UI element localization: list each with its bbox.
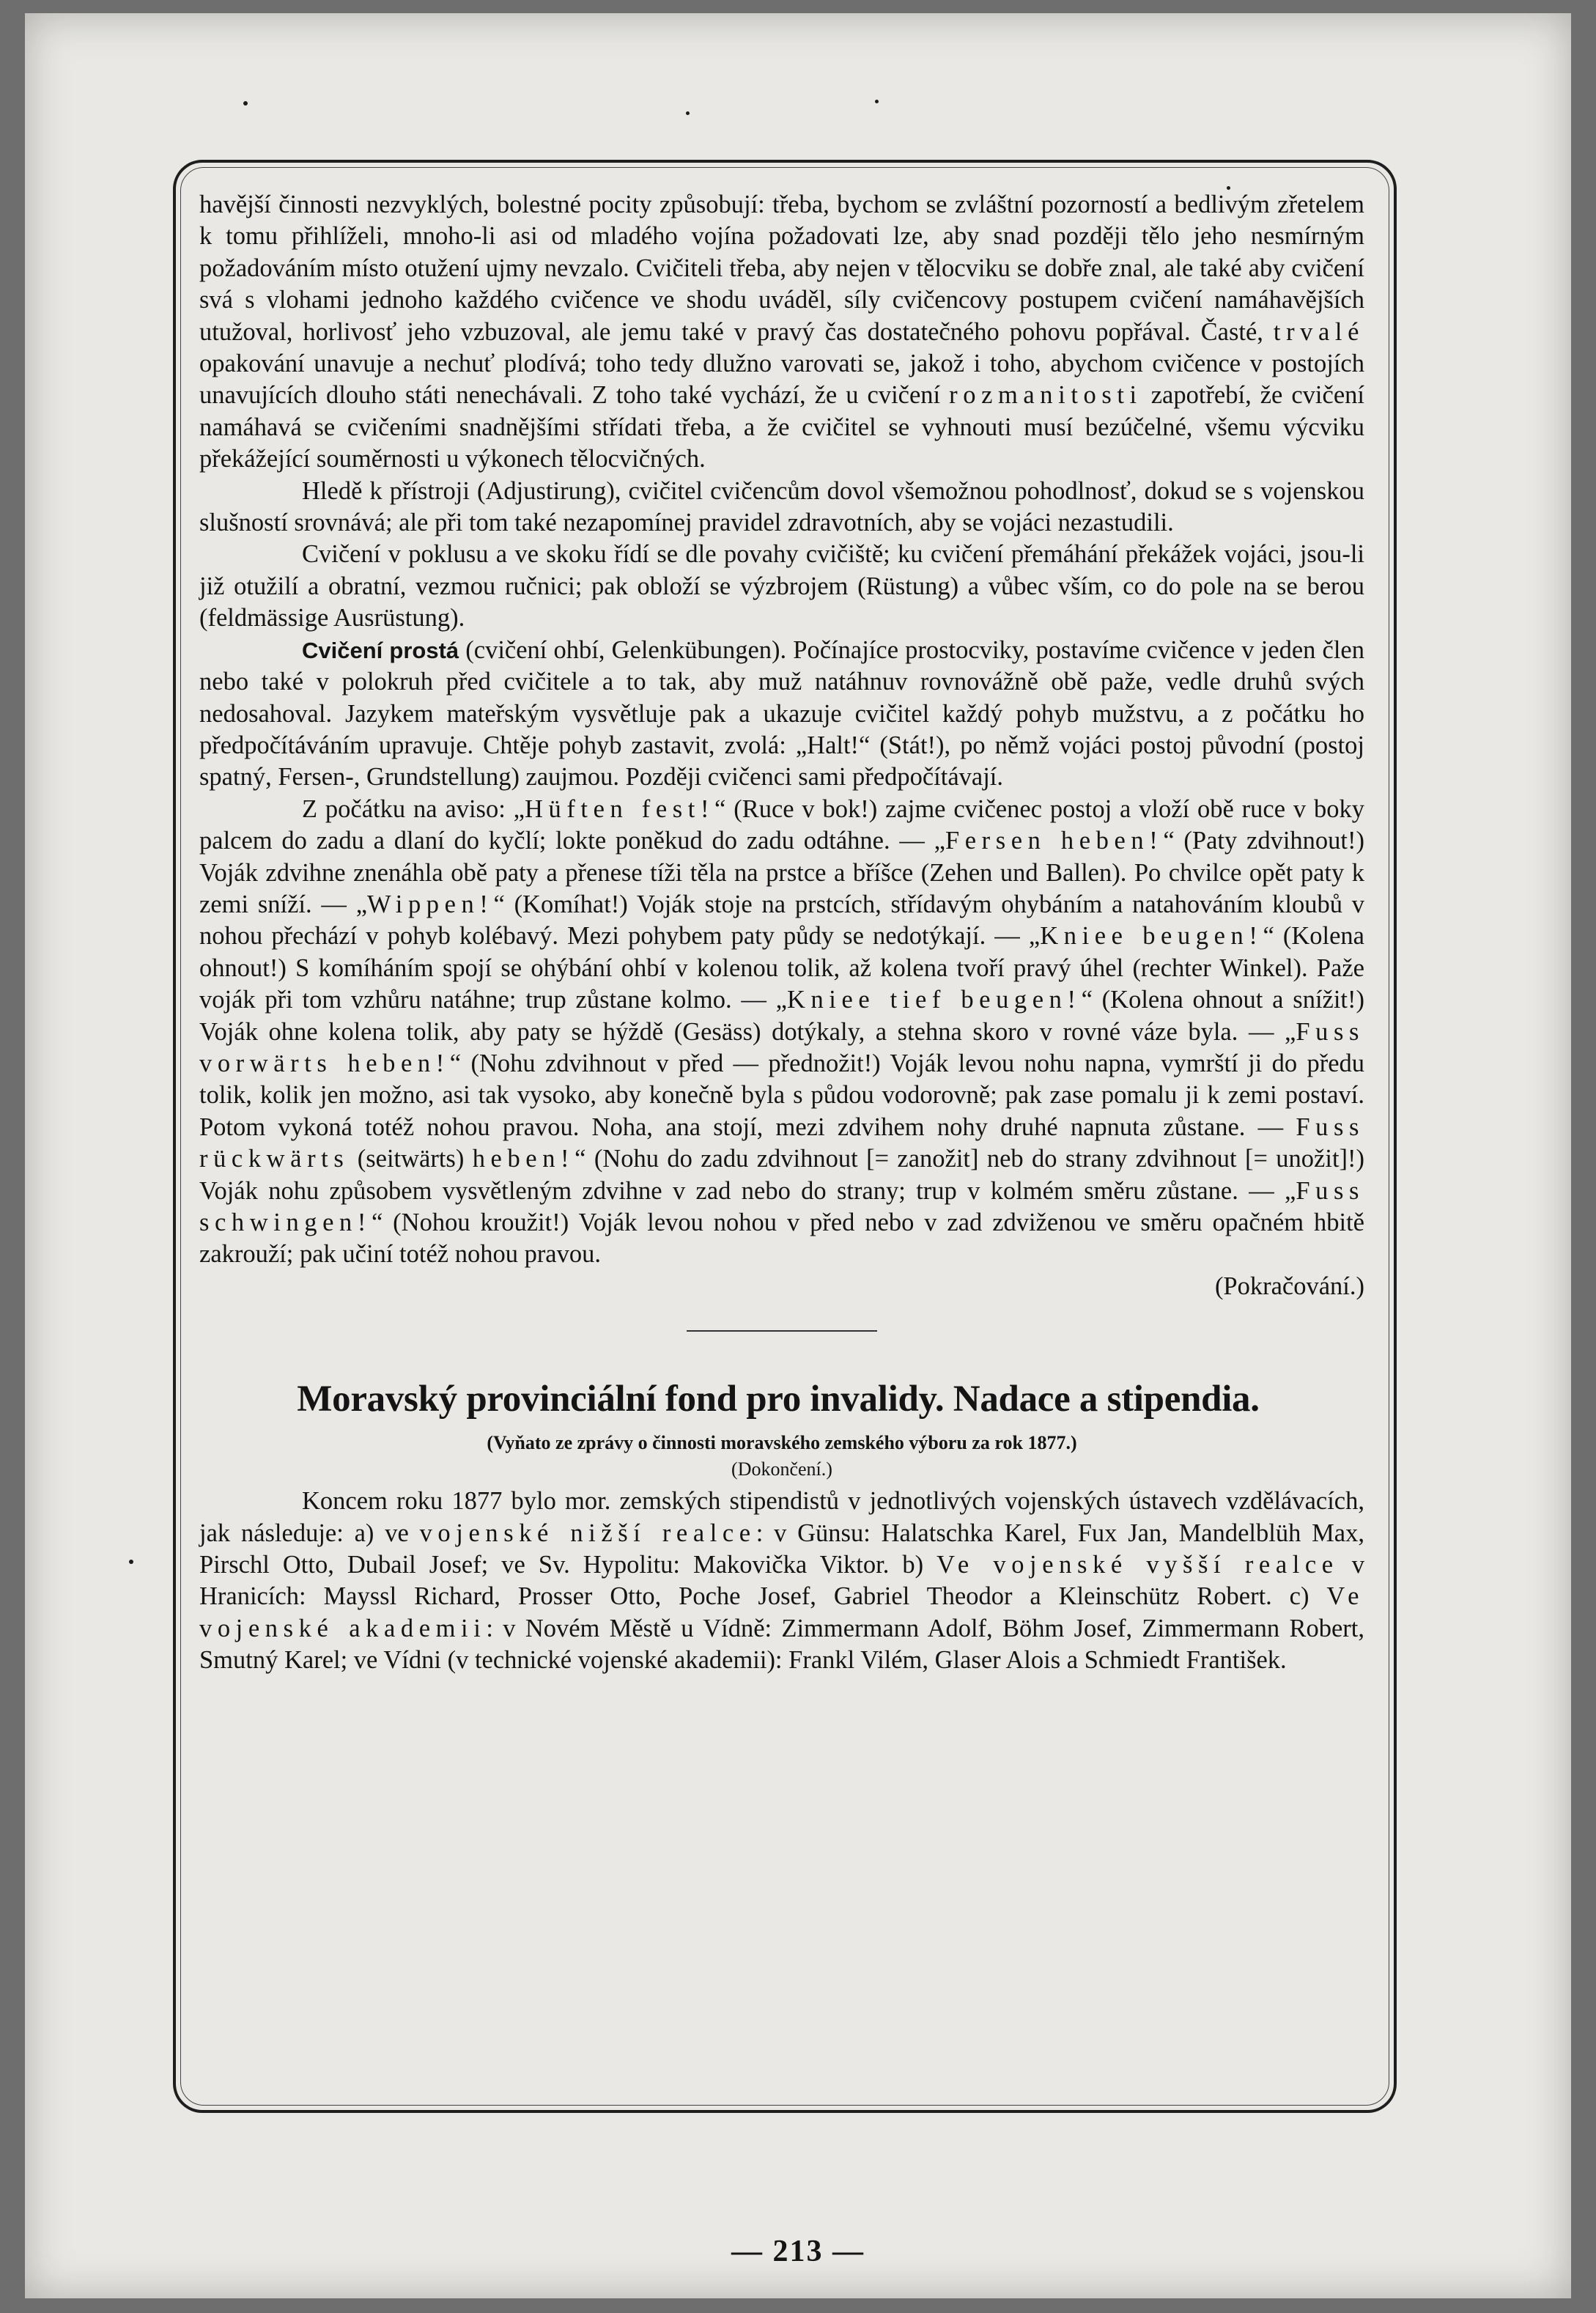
text-run: Z počátku na aviso: „	[302, 794, 525, 823]
text-paragraph	[199, 189, 1364, 476]
article-status-note: (Dokončení.)	[731, 1458, 832, 1480]
spaced-term: heben!	[472, 1145, 575, 1173]
spaced-term: rozmanitosti	[949, 381, 1142, 410]
text-run: (cvičení ohbí, Gelenkübungen). Počínajíce prostocviky, postavíme cvičence v jeden člen nebo také v polokruh před cvičitele a to tak, aby muž natáhnuv rovnovážně obě paže, vedle druhů svých nedosahoval. Jazykem mateřským vysvětluje pak a ukazuje cvičitel každý pohyb mužstvu, a z počátku ho předpočítáváním upravuje. Chtěje pohyb zastavit, zvolá: „Halt!“ (Stát!), po němž vojáci postoj původní (postoj spatný, Fersen-, Grundstellung) zaujmou. Později cvičenci sami předpočítávají.	[199, 635, 1364, 792]
text-run: : v Günsu: Halatschka Karel, Fux Jan, Mandelblüh Max, Pirschl Otto, Dubail Josef; ve Sv. Hypolitu: Makovička Viktor. b)	[199, 1519, 1364, 1579]
text-run: (seitwärts)	[349, 1145, 473, 1173]
article-exercise-instructions	[199, 189, 1364, 1271]
text-run: opakování unavuje a nechuť plodívá; toho tedy dlužno varovati se, jakož i toho, abychom cvičence v postojích unavujících dlouho státi nenechávali. Z toho také vychází, že u cvičení	[199, 350, 1364, 410]
article-stipendia	[199, 1486, 1364, 1676]
spaced-term: Hüften fest!	[524, 794, 715, 823]
continuation-note: (Pokračování.)	[1214, 1272, 1364, 1300]
ink-speck	[875, 100, 879, 103]
text-run: zapotřebí, že cvičení namáhavá se cvičeními snadnějšími střídati třeba, a že cvičitel se vyhnouti musí bezúčelné, všemu výcviku překážející souměrnosti u výkonech tělocvičných.	[199, 381, 1364, 473]
article-source-note: (Vyňato ze zprávy o činnosti moravského zemského výboru za rok 1877.)	[487, 1432, 1077, 1454]
page-content	[199, 189, 1364, 1677]
text-paragraph	[199, 476, 1364, 539]
text-run: “ (Nohu do zadu zdvihnout [= zanožit] neb do strany zdvihnout [= unožit]!) Voják nohu způsobem vysvětleným zdvihne v zad nebo do strany; trup v kolmém směru zůstane. — „	[199, 1145, 1364, 1205]
spaced-term: trvalé	[1273, 317, 1364, 346]
text-run: “ (Paty zdvihnout!) Voják zdvihne znenáhla obě paty a přenese tíži těla na prstce a bříšce (Zehen und Ballen). Po chvilce opět paty k zemi sníží. — „	[199, 827, 1364, 918]
text-run: Koncem roku 1877 bylo mor. zemských stipendistů v jednotlivých vojenských ústavech vzdělávacích, jak následuje: a) ve	[199, 1487, 1364, 1547]
spaced-term: Fuss schwingen!	[199, 1176, 1364, 1236]
text-run: “ (Kolena ohnout a snížit!) Voják ohne kolena tolik, aby paty se hýždě (Gesäss) dotýkaly, a stehna skoro v rovné váze byla. — „	[199, 986, 1364, 1046]
spaced-term: Wippen!	[367, 890, 494, 918]
spaced-term: Fuss vorwärts heben!	[199, 1017, 1364, 1077]
text-run: Cvičení v poklusu a ve skoku řídí se dle povahy cvičiště; ku cvičení přemáhání překážek vojáci, jsou-li již otužilí a obratní, vezmou ručnici; pak obloží se výzbrojem (Rüstung) a vůbec vším, co do pole na se berou (feldmässige Ausrüstung).	[199, 540, 1364, 632]
text-run: “ (Ruce v bok!) zajme cvičenec postoj a vloží obě ruce v boky palcem do zadu a dlaní do kyčlí; lokte poněkud do zadu odtáhne. — „	[199, 794, 1364, 855]
text-run: “ (Kolena ohnout!) S komíháním spojí se ohýbání ohbí v kolenou tolik, až kolena tvoří pravý úhel (rechter Winkel). Paže voják při tom vzhůru natáhne; trup zůstane kolmo. — „	[199, 922, 1364, 1014]
text-run: “ (Komíhat!) Voják stoje na prstcích, střídavým ohybáním a natahováním kloubů v nohou přechází v pohyb kolébavý. Mezi pohybem paty půdy se nedotýkají. — „	[199, 890, 1364, 951]
spaced-term: Fersen heben!	[945, 827, 1164, 855]
spaced-term: Ve vojenské vyšší realce	[936, 1551, 1339, 1579]
text-paragraph	[199, 635, 1364, 794]
ink-speck	[686, 111, 690, 115]
spaced-term: Kniee beugen!	[1040, 922, 1263, 951]
text-run: “ (Nohou kroužit!) Voják levou nohou v před nebo v zad zdviženou ve směru opačném hbitě zakrouží; pak učiní totéž nohou pravou.	[199, 1209, 1364, 1269]
page-number: — 213 —	[731, 2235, 865, 2268]
text-paragraph	[199, 1486, 1364, 1676]
spaced-term: Ve vojenské akademii	[199, 1582, 1364, 1642]
ink-speck	[129, 1560, 133, 1564]
spaced-term: vojenské nižší realce	[419, 1519, 756, 1547]
continuation-line	[199, 1271, 1364, 1302]
text-run: : v Novém Městě u Vídně: Zimmermann Adolf, Böhm Josef, Zimmermann Robert, Smutný Karel; ve Vídni (v technické vojenské akademii): Frankl Vilém, Glaser Alois a Schmiedt František.	[199, 1614, 1364, 1675]
text-run: “ (Nohu zdvihnout v před — přednožit!) Voják levou nohu napna, vymrští ji do předu tolik, kolik jen možno, asi tak vysoko, aby konečně byla s půdou vodorovně; pak zase pomalu ji k zemi postaví. Potom vykoná totéž nohou pravou. Noha, ana stojí, mezi zdvihem nohy druhé napnuta zůstane. —	[199, 1049, 1365, 1141]
article-title: Moravský provinciální fond pro invalidy. Nadace a stipendia.	[297, 1379, 1260, 1420]
spaced-term: Kniee tief beugen!	[786, 986, 1082, 1014]
text-paragraph	[199, 794, 1364, 1271]
text-run: Hledě k přístroji (Adjustirung), cvičitel cvičencům dovol všemožnou pohodlnosť, dokud se s vojenskou slušností srovnává; ale při tom také nezapomínej pravidel zdravotních, aby se vojáci nezastudili.	[199, 476, 1364, 537]
ink-speck	[243, 101, 248, 106]
paragraph-lead: Cvičení prostá	[302, 637, 459, 663]
section-divider	[687, 1330, 877, 1332]
text-run: havější činnosti nezvyklých, bolestné pocity způsobují: třeba, bychom se zvláštní pozorností a bedlivým zřetelem k tomu přihlíželi, mnoho-li asi od mladého vojína požadovati lze, aby snad později tělo jeho nesmírným požadováním místo otužení ujmy nevzalo. Cvičiteli třeba, aby nejen v tělocviku se dobře znal, ale také aby cvičení svá s vlohami jednoho každého cvičence ve shodu uváděl, síly cvičencovy postupem cvičení namáhavějších utužoval, horlivosť jeho vzbuzoval, ale jemu také v pravý čas dostatečného pohovu popřával. Časté,	[199, 191, 1364, 346]
text-run: v Hranicích: Mayssl Richard, Prosser Otto, Poche Josef, Gabriel Theodor a Kleinschütz Robert. c)	[199, 1551, 1364, 1611]
spaced-term: Fuss rückwärts	[199, 1113, 1364, 1173]
text-paragraph	[199, 539, 1364, 634]
